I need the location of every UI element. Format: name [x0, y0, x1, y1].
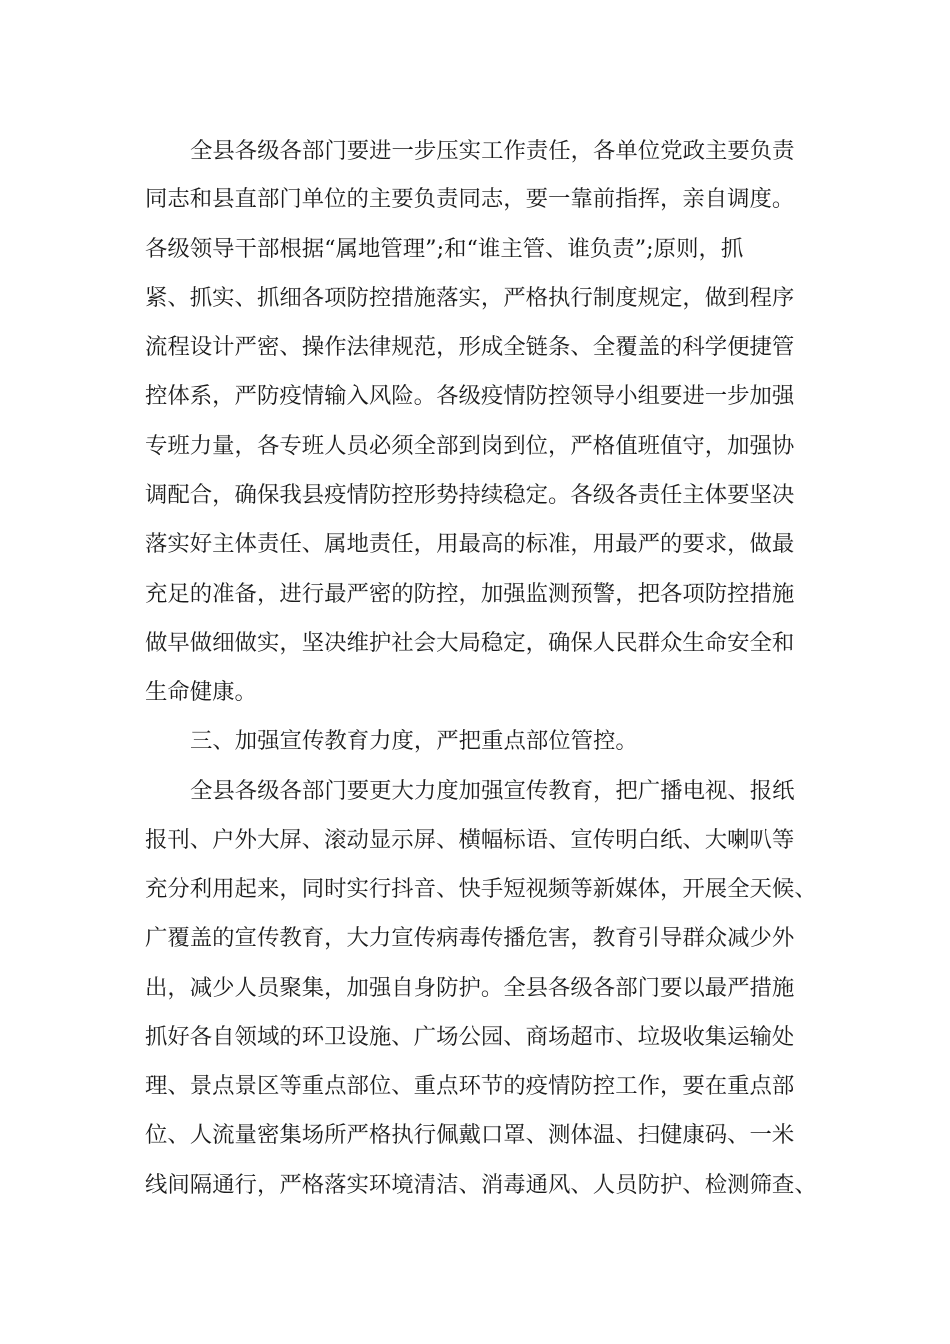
section-heading-3: 三、加强宣传教育力度，严把重点部位管控。 [190, 728, 638, 754]
paragraph-1-line-7: 专班力量，各专班人员必须全部到岗到位，严格值班值守，加强协 [145, 433, 795, 459]
paragraph-1-line-6: 控体系，严防疫情输入风险。各级疫情防控领导小组要进一步加强 [145, 383, 795, 409]
paragraph-2-line-9: 线间隔通行，严格落实环境清洁、消毒通风、人员防护、检测筛查、 [145, 1172, 817, 1198]
paragraph-1-line-3: 各级领导干部根据“属地管理”;和“谁主管、谁负责”;原则，抓 [145, 236, 744, 262]
paragraph-1-line-10: 充足的准备，进行最严密的防控，加强监测预警，把各项防控措施 [145, 581, 795, 607]
paragraph-2-line-7: 理、景点景区等重点部位、重点环节的疫情防控工作，要在重点部 [145, 1073, 795, 1099]
paragraph-2-line-5: 出，减少人员聚集，加强自身防护。全县各级各部门要以最严措施 [145, 975, 795, 1001]
paragraph-1-line-2: 同志和县直部门单位的主要负责同志，要一靠前指挥，亲自调度。 [145, 186, 795, 212]
paragraph-2-line-4: 广覆盖的宣传教育，大力宣传病毒传播危害，教育引导群众减少外 [145, 925, 795, 951]
paragraph-2-line-1: 全县各级各部门要更大力度加强宣传教育，把广播电视、报纸 [190, 778, 795, 804]
paragraph-1-line-8: 调配合，确保我县疫情防控形势持续稳定。各级各责任主体要坚决 [145, 482, 795, 508]
paragraph-1-line-9: 落实好主体责任、属地责任，用最高的标准，用最严的要求，做最 [145, 531, 795, 557]
paragraph-1-line-11: 做早做细做实，坚决维护社会大局稳定，确保人民群众生命安全和 [145, 630, 795, 656]
paragraph-2-line-3: 充分利用起来，同时实行抖音、快手短视频等新媒体，开展全天候、 [145, 876, 817, 902]
paragraph-2-line-8: 位、人流量密集场所严格执行佩戴口罩、测体温、扫健康码、一米 [145, 1122, 795, 1148]
paragraph-1-line-4: 紧、抓实、抓细各项防控措施落实，严格执行制度规定，做到程序 [145, 285, 795, 311]
paragraph-1-line-5: 流程设计严密、操作法律规范，形成全链条、全覆盖的科学便捷管 [145, 334, 795, 360]
paragraph-1-line-12: 生命健康。 [145, 679, 257, 705]
paragraph-2-line-6: 抓好各自领域的环卫设施、广场公园、商场超市、垃圾收集运输处 [145, 1024, 795, 1050]
paragraph-1-line-1: 全县各级各部门要进一步压实工作责任，各单位党政主要负责 [190, 138, 795, 164]
paragraph-2-line-2: 报刊、户外大屏、滚动显示屏、横幅标语、宣传明白纸、大喇叭等 [145, 827, 795, 853]
